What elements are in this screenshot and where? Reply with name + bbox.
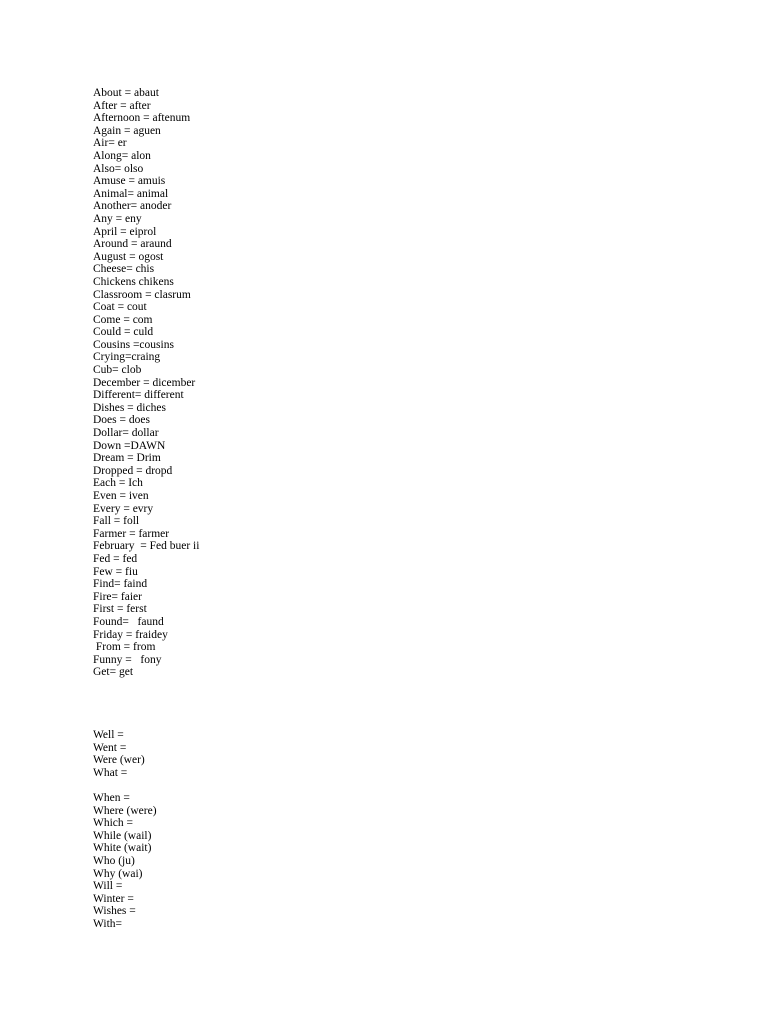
word-entry: December = dicember <box>93 376 196 389</box>
word-list-top <box>93 87 199 679</box>
word-entry: Fall = foll <box>93 515 140 528</box>
word-entry: First = ferst <box>93 603 147 616</box>
word-entry: Who (ju) <box>93 854 135 867</box>
word-entry: With= <box>93 917 123 930</box>
word-entry: Which = <box>93 817 134 830</box>
word-entry: Every = evry <box>93 502 154 515</box>
word-entry: Could = culd <box>93 326 154 339</box>
word-entry: Another= anoder <box>93 200 172 213</box>
word-entry: Dishes = diches <box>93 401 166 414</box>
word-entry: Dream = Drim <box>93 452 161 465</box>
word-entry: Around = araund <box>93 238 172 251</box>
word-entry: Animal= animal <box>93 187 169 200</box>
word-entry: Farmer = farmer <box>93 527 170 540</box>
word-entry: Funny = fony <box>93 653 162 666</box>
word-entry: Friday = fraidey <box>93 628 168 641</box>
word-entry: While (wail) <box>93 829 152 842</box>
word-entry: Why (wai) <box>93 867 143 880</box>
word-entry: Down =DAWN <box>93 439 166 452</box>
word-entry: Fed = fed <box>93 552 138 565</box>
word-entry: Chickens chikens <box>93 275 174 288</box>
word-entry: Went = <box>93 741 127 754</box>
word-entry: Also= olso <box>93 162 144 175</box>
word-entry: Afternoon = aftenum <box>93 112 191 125</box>
word-list-bottom <box>93 729 157 931</box>
word-entry: Dropped = dropd <box>93 464 173 477</box>
word-entry: August = ogost <box>93 250 164 263</box>
word-entry: White (wait) <box>93 842 152 855</box>
word-entry: Few = fiu <box>93 565 138 578</box>
word-entry: Cub= clob <box>93 364 142 377</box>
word-entry: Each = Ich <box>93 477 143 490</box>
word-entry: Found= faund <box>93 615 164 628</box>
word-entry: Well = <box>93 729 124 741</box>
word-entry: Come = com <box>93 313 153 326</box>
word-entry: Even = iven <box>93 490 149 502</box>
word-entry: When = <box>93 791 130 804</box>
word-entry: Will = <box>93 880 123 893</box>
word-entry: February = Fed buer ii <box>93 540 200 553</box>
word-entry: Classroom = clasrum <box>93 288 191 301</box>
word-entry: Amuse = amuis <box>93 175 166 188</box>
word-entry: About = abaut <box>93 87 159 99</box>
word-entry: Winter = <box>93 892 134 905</box>
word-entry: From = from <box>93 641 156 654</box>
word-entry: Get= get <box>93 666 134 679</box>
word-entry: Along= alon <box>93 149 151 162</box>
word-entry: After = after <box>93 99 151 112</box>
word-entry: April = eiprol <box>93 225 157 238</box>
word-entry: Find= faind <box>93 578 148 591</box>
word-entry: Were (wer) <box>93 754 145 767</box>
word-entry: Again = aguen <box>93 124 161 137</box>
word-entry: Where (were) <box>93 804 157 817</box>
word-entry: Fire= faier <box>93 590 142 603</box>
word-entry: Does = does <box>93 414 150 427</box>
word-entry: Crying=craing <box>93 351 161 364</box>
word-entry: Cheese= chis <box>93 263 155 276</box>
word-entry: Cousins =cousins <box>93 338 174 351</box>
word-entry: Coat = cout <box>93 301 147 314</box>
word-entry: Any = eny <box>93 212 142 225</box>
word-entry: What = <box>93 766 128 779</box>
word-entry <box>93 779 157 792</box>
word-entry: Different= different <box>93 389 184 402</box>
word-entry: Wishes = <box>93 905 136 918</box>
word-entry: Air= er <box>93 137 127 150</box>
word-entry: Dollar= dollar <box>93 427 159 440</box>
